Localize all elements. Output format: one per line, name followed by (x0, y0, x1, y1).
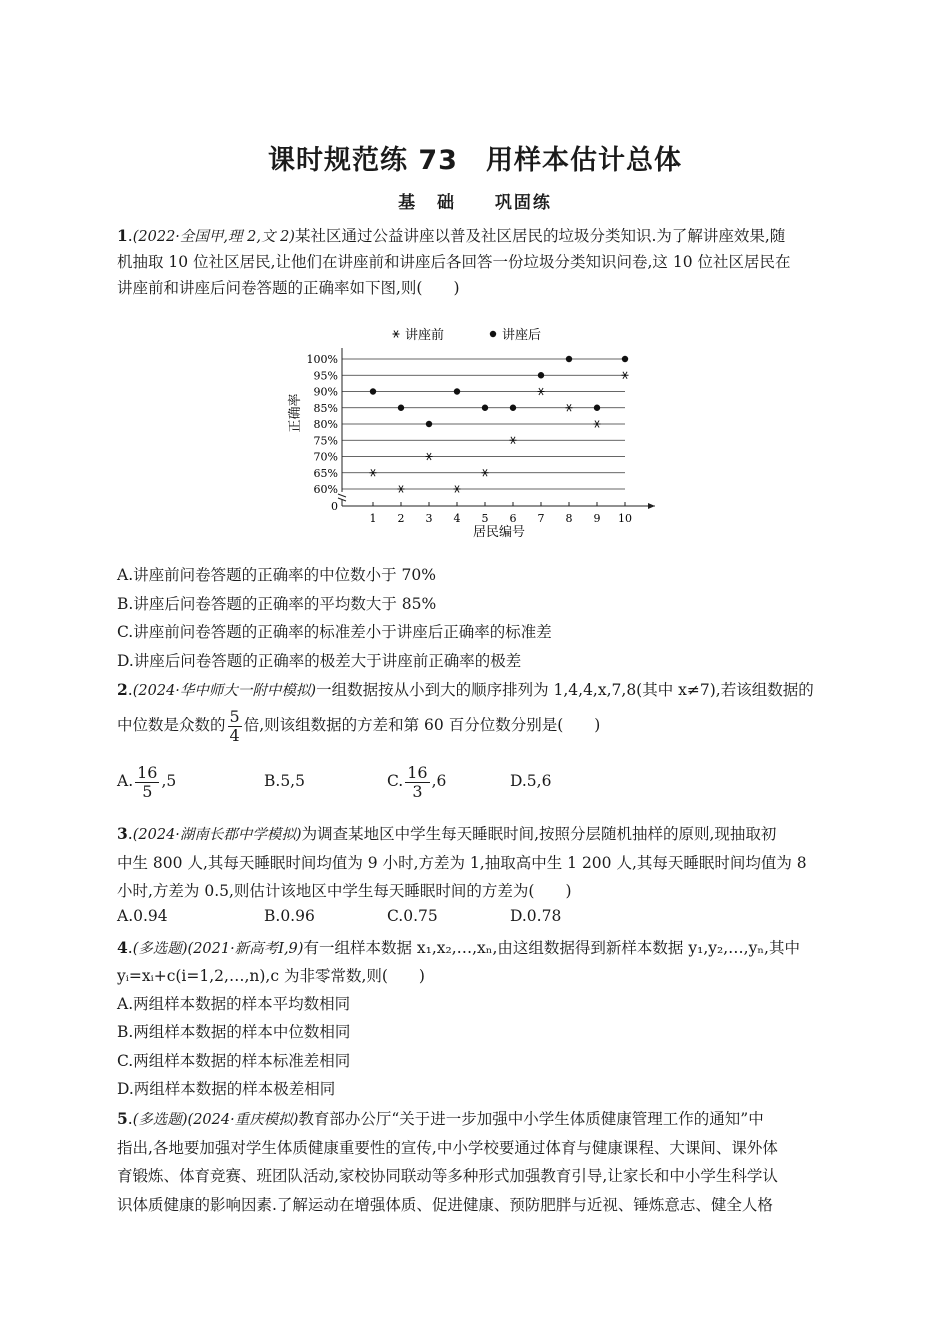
q1-source: (2022·全国甲,理 2,文 2) (132, 229, 295, 245)
q1-line-1 (117, 224, 785, 246)
y-tick-label: 95% (313, 369, 338, 383)
x-tick-label: 6 (509, 512, 517, 525)
q1-line-2: 机抽取 10 位社区居民,让他们在讲座前和讲座后各回答一份垃圾分类知识问卷,这 10 位社区居民在 (117, 253, 791, 271)
q2-option-a-fraction (135, 764, 159, 800)
legend-label-before: 讲座前 (405, 328, 445, 343)
y-tick-label: 90% (313, 385, 338, 399)
data-point-after (594, 405, 600, 411)
page-title: 课时规范练 73 用样本估计总体 (268, 145, 682, 176)
data-point-before (510, 437, 517, 444)
axis-break-mark (338, 494, 346, 501)
q2-text-2a: 中位数是众数的 (117, 716, 226, 735)
legend-label-after: 讲座后 (502, 328, 542, 343)
data-point-before (482, 469, 489, 476)
q4-line-2: yᵢ=xᵢ+c(i=1,2,…,n),c 为非零常数,则( ) (117, 967, 425, 985)
q2-option-a (117, 764, 176, 800)
q4-option-d: D.两组样本数据的样本极差相同 (117, 1080, 336, 1098)
q1-option-a: A.讲座前问卷答题的正确率的中位数小于 70% (117, 566, 437, 584)
y-tick-label: 65% (313, 466, 338, 480)
q5-dot: . (127, 1110, 133, 1128)
chart-ticks (307, 353, 632, 525)
q5-line-2: 指出,各地要加强对学生体质健康重要性的宣传,中小学校要通过体育与健康课程、大课间、课外体 (117, 1139, 778, 1157)
q2-option-a-letter: A. (117, 772, 134, 791)
q2-line-2 (117, 708, 600, 744)
q2-option-b: B.5,5 (264, 772, 305, 790)
q5-line-4: 识体质健康的影响因素.了解运动在增强体质、促进健康、预防肥胖与近视、锤炼意志、健全人格 (117, 1196, 773, 1214)
data-point-before (566, 404, 573, 411)
data-point-before (398, 486, 405, 493)
q1-option-d: D.讲座后问卷答题的正确率的极差大于讲座前正确率的极差 (117, 652, 522, 670)
q3-option-b: B.0.96 (264, 907, 315, 925)
y-tick-label: 70% (313, 450, 338, 464)
data-point-after (426, 421, 432, 427)
q2-option-c (387, 764, 446, 800)
q1-scatter-chart (285, 318, 665, 544)
legend-marker-after (490, 331, 496, 337)
data-point-before (454, 486, 461, 493)
q5-line-3: 育锻炼、体育竞赛、班团队活动,家校协同联动等多种形式加强教育引导,让家长和中小学生科学认 (117, 1167, 778, 1185)
x-tick-label: 9 (593, 512, 601, 525)
q3-line-3: 小时,方差为 0.5,则估计该地区中学生每天睡眠时间的方差为( ) (117, 882, 572, 900)
q2-frac-numerator: 5 (229, 707, 240, 726)
q3-number: 3 (117, 824, 128, 843)
q5-text-1: 教育部办公厅“关于进一步加强中小学生体质健康管理工作的通知”中 (298, 1110, 764, 1128)
q2-option-a-rest: ,5 (161, 772, 177, 791)
q4-number: 4 (117, 938, 128, 957)
q3-line-2: 中生 800 人,其每天睡眠时间均值为 9 小时,方差为 1,抽取高中生 1 200 人,其每天睡眠时间均值为 8 (117, 854, 807, 872)
q1-number: 1 (117, 226, 128, 245)
q4-option-a: A.两组样本数据的样本平均数相同 (117, 995, 351, 1013)
q4-option-c: C.两组样本数据的样本标准差相同 (117, 1052, 351, 1070)
y-tick-label: 60% (313, 483, 338, 496)
chart-y-axis-label: 正确率 (288, 393, 303, 433)
q1-text-1: 某社区通过公益讲座以普及社区居民的垃圾分类知识.为了解讲座效果,随 (294, 227, 786, 245)
q2-source: (2024·华中师大一附中模拟) (132, 683, 317, 699)
q3-text-1: 为调查某地区中学生每天睡眠时间,按照分层随机抽样的原则,现抽取初 (301, 825, 777, 843)
legend-marker-before (393, 331, 400, 338)
data-point-after (454, 388, 460, 394)
q3-option-c: C.0.75 (387, 907, 438, 925)
q4-source: (多选题)(2021·新高考Ⅰ,9) (132, 941, 304, 957)
x-tick-label: 3 (425, 512, 433, 525)
data-point-before (622, 372, 629, 379)
y-tick-label: 75% (313, 434, 338, 448)
q2-frac-denominator: 4 (229, 725, 240, 745)
x-axis-arrow (648, 503, 655, 509)
q5-line-1 (117, 1107, 764, 1129)
q3-dot: . (127, 825, 133, 843)
y-tick-label: 100% (306, 353, 338, 366)
q2-dot: . (127, 681, 133, 699)
q2-text-1: 一组数据按从小到大的顺序排列为 1,4,4,x,7,8(其中 x≠7),若该组数据的 (316, 681, 814, 699)
q2-option-d: D.5,6 (510, 772, 552, 790)
q1-line-3: 讲座前和讲座后问卷答题的正确率如下图,则( ) (117, 279, 460, 297)
q3-option-a: A.0.94 (117, 907, 168, 925)
q2-option-c-fraction (405, 764, 429, 800)
q2-option-a-numerator: 16 (137, 763, 158, 782)
x-tick-label: 10 (618, 512, 632, 525)
q4-line-1 (117, 936, 800, 958)
chart-x-axis-label: 居民编号 (472, 525, 526, 540)
x-tick-label: 1 (369, 512, 377, 525)
q1-option-c: C.讲座前问卷答题的正确率的标准差小于讲座后正确率的标准差 (117, 623, 552, 641)
data-point-after (566, 356, 572, 362)
data-point-after (370, 388, 376, 394)
data-point-after (538, 372, 544, 378)
q3-source: (2024·湖南长郡中学模拟) (132, 827, 302, 843)
chart-axes (338, 348, 655, 509)
x-tick-label: 2 (397, 512, 405, 525)
q4-option-b: B.两组样本数据的样本中位数相同 (117, 1023, 351, 1041)
y-tick-label: 0 (331, 500, 338, 513)
q5-source: (多选题)(2024·重庆模拟) (132, 1112, 299, 1128)
x-tick-label: 5 (481, 512, 489, 525)
q2-number: 2 (117, 680, 128, 699)
y-tick-label: 80% (313, 418, 338, 431)
data-point-after (398, 405, 404, 411)
section-subtitle: 基 础 巩固练 (398, 193, 552, 213)
data-point-before (538, 388, 545, 395)
data-point-before (370, 469, 377, 476)
q2-option-c-rest: ,6 (431, 772, 447, 791)
q2-line-1 (117, 678, 814, 700)
data-point-after (482, 405, 488, 411)
data-point-after (622, 356, 628, 362)
x-tick-label: 8 (565, 512, 573, 525)
q2-fraction (228, 708, 242, 744)
q4-dot: . (127, 939, 133, 957)
q3-line-1 (117, 822, 776, 844)
q4-text-1: 有一组样本数据 x₁,x₂,…,xₙ,由这组数据得到新样本数据 y₁,y₂,…,yₙ,其中 (303, 939, 800, 957)
q2-text-2b: 倍,则该组数据的方差和第 60 百分位数分别是( ) (243, 716, 601, 735)
x-tick-label: 7 (537, 512, 545, 525)
data-point-before (594, 421, 601, 428)
q1-option-b: B.讲座后问卷答题的正确率的平均数大于 85% (117, 595, 437, 613)
q5-number: 5 (117, 1109, 128, 1128)
q2-option-c-numerator: 16 (407, 763, 428, 782)
data-point-after (510, 405, 516, 411)
q2-option-c-denominator: 3 (412, 781, 423, 801)
y-tick-label: 85% (313, 401, 338, 415)
x-tick-label: 4 (453, 512, 461, 525)
q2-option-a-denominator: 5 (142, 781, 153, 801)
chart-legend (393, 327, 542, 343)
q3-option-d: D.0.78 (510, 907, 562, 925)
q1-dot: . (127, 227, 133, 245)
data-point-before (426, 453, 433, 460)
q2-option-c-letter: C. (387, 772, 404, 791)
